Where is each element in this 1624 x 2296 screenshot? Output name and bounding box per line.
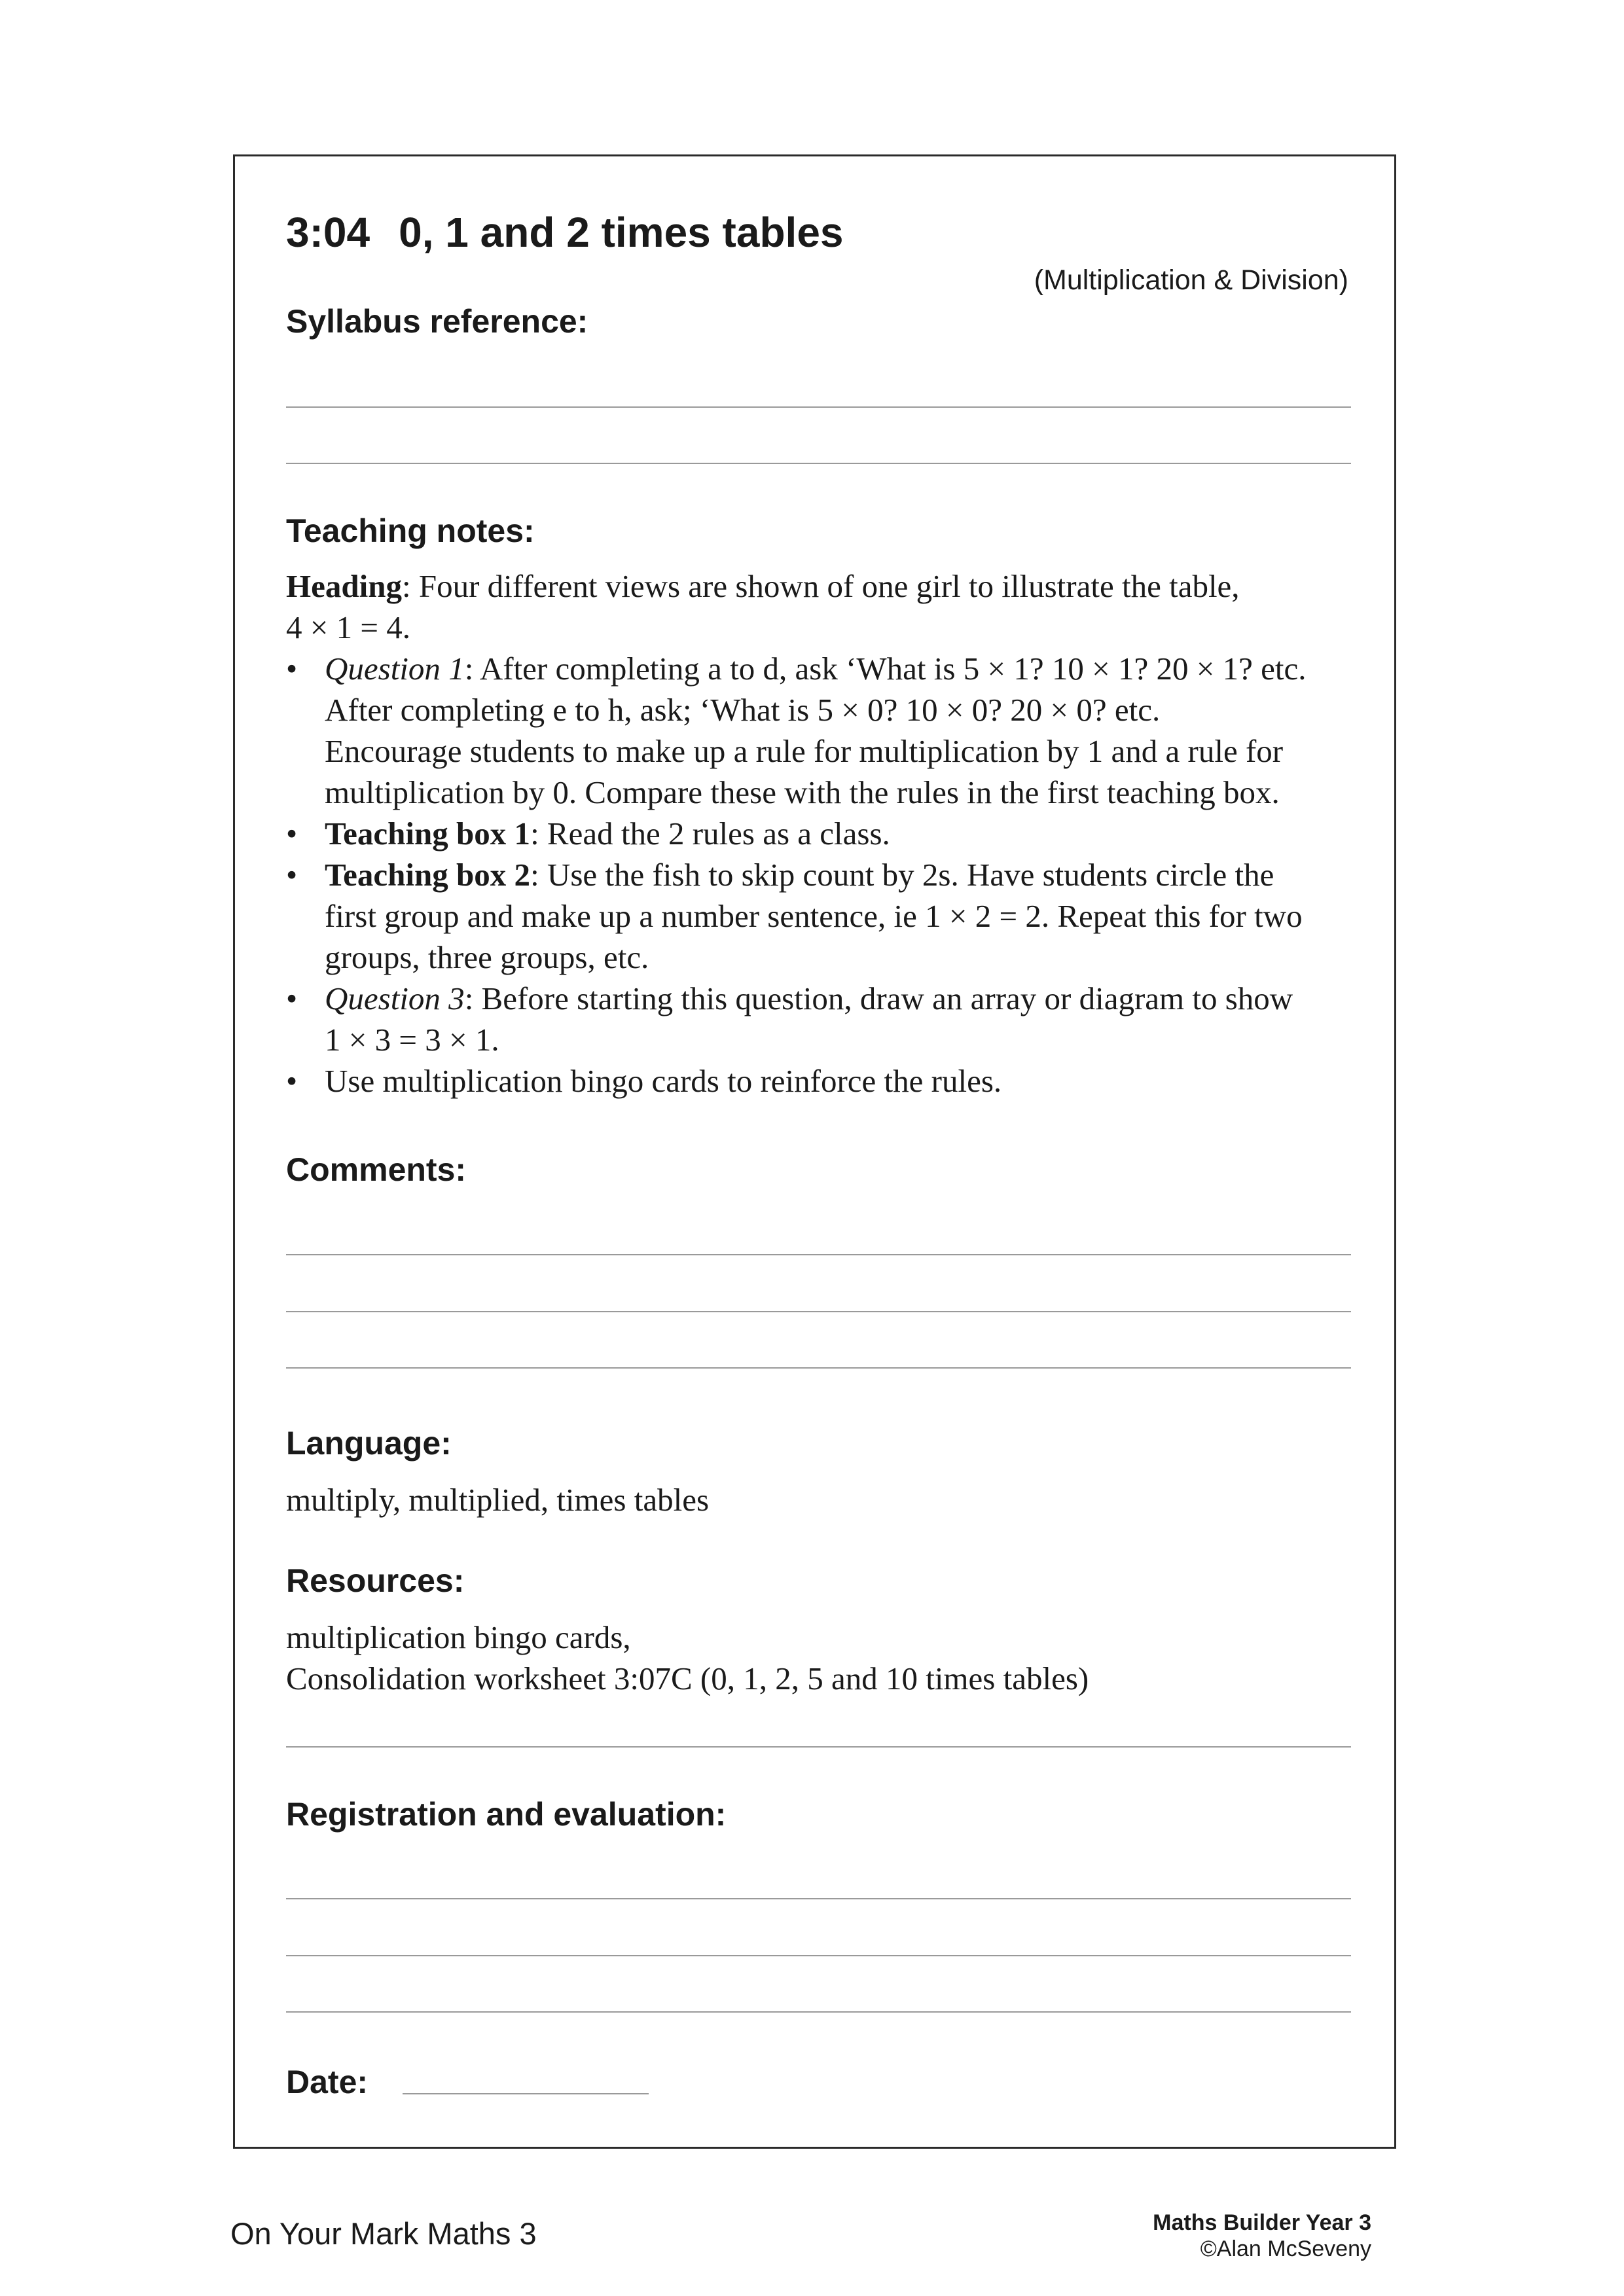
item-line: After completing e to h, ask; ‘What is 5 × 0? 10 × 0? 20 × 0? etc. — [325, 692, 1161, 728]
list-item — [286, 813, 1360, 854]
comments-line-1 — [286, 1254, 1351, 1255]
topic-label: (Multiplication & Division) — [1034, 264, 1348, 296]
item-line: : Use the fish to skip count by 2s. Have students circle the — [530, 857, 1274, 893]
footer-series-title: Maths Builder Year 3 — [1153, 2210, 1371, 2235]
item-line: groups, three groups, etc. — [325, 939, 649, 975]
teaching-notes-list — [286, 648, 1360, 1102]
syllabus-line-2 — [286, 463, 1351, 464]
syllabus-line-1 — [286, 406, 1351, 408]
bullet-icon: • — [286, 816, 298, 852]
list-item — [286, 854, 1360, 978]
comments-line-2 — [286, 1311, 1351, 1312]
registration-line-3 — [286, 2011, 1351, 2013]
item-line: multiplication by 0. Compare these with the rules in the first teaching box. — [325, 774, 1280, 810]
item-label: Teaching box 2 — [325, 857, 531, 893]
teaching-notes-heading: Teaching notes: — [286, 512, 535, 549]
item-label: Teaching box 1 — [325, 816, 531, 852]
intro-text: : Four different views are shown of one girl to illustrate the table, — [401, 568, 1240, 604]
registration-heading: Registration and evaluation: — [286, 1796, 727, 1833]
bullet-icon: • — [286, 651, 298, 687]
comments-heading: Comments: — [286, 1151, 467, 1188]
item-line: first group and make up a number sentence, ie 1 × 2 = 2. Repeat this for two — [325, 898, 1303, 934]
item-line: : Read the 2 rules as a class. — [530, 816, 890, 852]
bullet-icon: • — [286, 857, 298, 893]
list-item — [286, 648, 1360, 813]
item-line: Use multiplication bingo cards to reinforce the rules. — [325, 1063, 1002, 1099]
registration-line-1 — [286, 1898, 1351, 1899]
lesson-title: 0, 1 and 2 times tables — [399, 209, 844, 256]
footer-publisher — [1153, 2210, 1371, 2262]
intro-label: Heading — [286, 568, 402, 604]
comments-line-3 — [286, 1367, 1351, 1369]
resources-line-rule — [286, 1746, 1351, 1748]
item-line: : Before starting this question, draw an array or diagram to show — [464, 980, 1293, 1016]
list-item — [286, 1060, 1360, 1102]
footer-book-title: On Your Mark Maths 3 — [230, 2216, 537, 2251]
intro-example: 4 × 1 = 4. — [286, 609, 411, 645]
resources-line: multiplication bingo cards, — [286, 1619, 631, 1655]
language-heading: Language: — [286, 1425, 452, 1462]
resources-line: Consolidation worksheet 3:07C (0, 1, 2, 5 and 10 times tables) — [286, 1660, 1089, 1696]
item-line: : After completing a to d, ask ‘What is 5 × 1? 10 × 1? 20 × 1? etc. — [464, 651, 1307, 687]
item-label: Question 1 — [325, 651, 465, 687]
footer-copyright: ©Alan McSeveny — [1200, 2236, 1371, 2261]
date-line — [403, 2093, 649, 2094]
resources-heading: Resources: — [286, 1562, 465, 1599]
item-line: 1 × 3 = 3 × 1. — [325, 1022, 499, 1058]
language-text: multiply, multiplied, times tables — [286, 1482, 710, 1518]
registration-line-2 — [286, 1955, 1351, 1956]
lesson-number: 3:04 — [286, 209, 370, 256]
resources-text — [286, 1617, 1089, 1699]
date-label: Date: — [286, 2064, 369, 2100]
teaching-notes-intro — [286, 565, 1360, 648]
page-title — [286, 208, 844, 257]
bullet-icon: • — [286, 980, 298, 1016]
list-item — [286, 978, 1360, 1060]
item-label: Question 3 — [325, 980, 465, 1016]
syllabus-heading: Syllabus reference: — [286, 303, 588, 340]
bullet-icon: • — [286, 1063, 298, 1099]
item-line: Encourage students to make up a rule for multiplication by 1 and a rule for — [325, 733, 1284, 769]
